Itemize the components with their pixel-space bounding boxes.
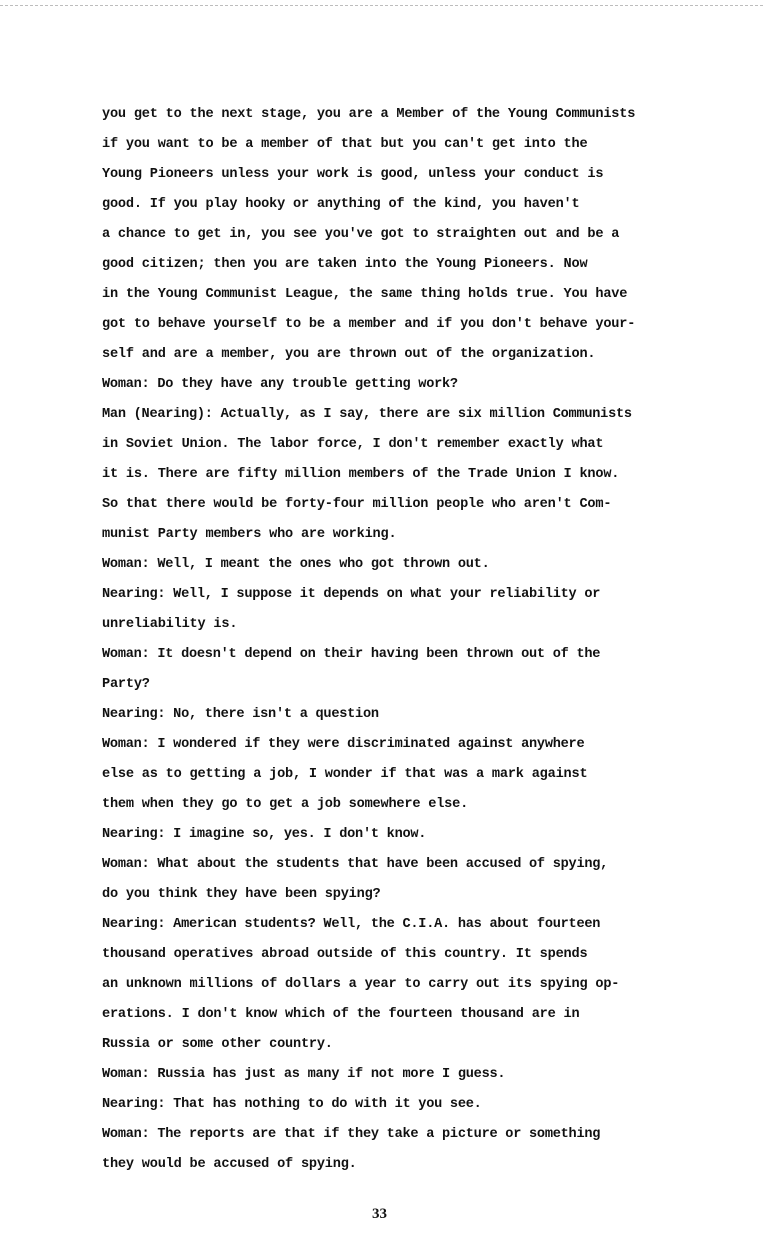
speaker-line-woman: Woman: The reports are that if they take a picture or something [102,1127,601,1142]
speaker-line-nearing: Nearing: No, there isn't a question [102,707,379,722]
speaker-line-nearing: Nearing: American students? Well, the C.I.A. has about fourteen [102,917,601,932]
transcript-line: if you want to be a member of that but you can't get into the [102,137,588,152]
transcript-body [102,100,742,1180]
transcript-line: in Soviet Union. The labor force, I don't remember exactly what [102,437,604,452]
transcript-line: you get to the next stage, you are a Member of the Young Communists [102,107,636,122]
transcript-line: thousand operatives abroad outside of this country. It spends [102,947,588,962]
transcript-line: it is. There are fifty million members of the Trade Union I know. [102,467,620,482]
transcript-line: Russia or some other country. [102,1037,333,1052]
transcript-line: they would be accused of spying. [102,1157,357,1172]
speaker-line-woman: Woman: Do they have any trouble getting work? [102,377,458,392]
transcript-line: in the Young Communist League, the same thing holds true. You have [102,287,628,302]
page-top-border [0,5,763,6]
transcript-line: a chance to get in, you see you've got to straighten out and be a [102,227,620,242]
transcript-line: unreliability is. [102,617,238,632]
page-number: 33 [372,1206,387,1222]
speaker-line-woman: Woman: What about the students that have been accused of spying, [102,857,609,872]
transcript-line: do you think they have been spying? [102,887,381,902]
speaker-line-woman: Woman: Well, I meant the ones who got thrown out. [102,557,490,572]
speaker-line-woman: Woman: It doesn't depend on their having been thrown out of the [102,647,601,662]
transcript-line: Party? [102,677,150,692]
transcript-line: an unknown millions of dollars a year to carry out its spying op- [102,977,620,992]
speaker-line-woman: Woman: Russia has just as many if not more I guess. [102,1067,506,1082]
transcript-line: So that there would be forty-four million people who aren't Com- [102,497,612,512]
speaker-line-nearing: Nearing: I imagine so, yes. I don't know. [102,827,427,842]
speaker-line-nearing: Nearing: That has nothing to do with it you see. [102,1097,482,1112]
transcript-line: erations. I don't know which of the fourteen thousand are in [102,1007,580,1022]
transcript-line: them when they go to get a job somewhere else. [102,797,469,812]
transcript-line: self and are a member, you are thrown out of the organization. [102,347,596,362]
speaker-line-nearing: Man (Nearing): Actually, as I say, there are six million Communists [102,407,632,422]
transcript-line: else as to getting a job, I wonder if that was a mark against [102,767,588,782]
transcript-line: good citizen; then you are taken into the Young Pioneers. Now [102,257,588,272]
speaker-line-woman: Woman: I wondered if they were discriminated against anywhere [102,737,585,752]
transcript-line: good. If you play hooky or anything of the kind, you haven't [102,197,580,212]
transcript-line: munist Party members who are working. [102,527,397,542]
transcript-line: got to behave yourself to be a member and if you don't behave your- [102,317,636,332]
transcript-line: Young Pioneers unless your work is good, unless your conduct is [102,167,604,182]
speaker-line-nearing: Nearing: Well, I suppose it depends on what your reliability or [102,587,601,602]
